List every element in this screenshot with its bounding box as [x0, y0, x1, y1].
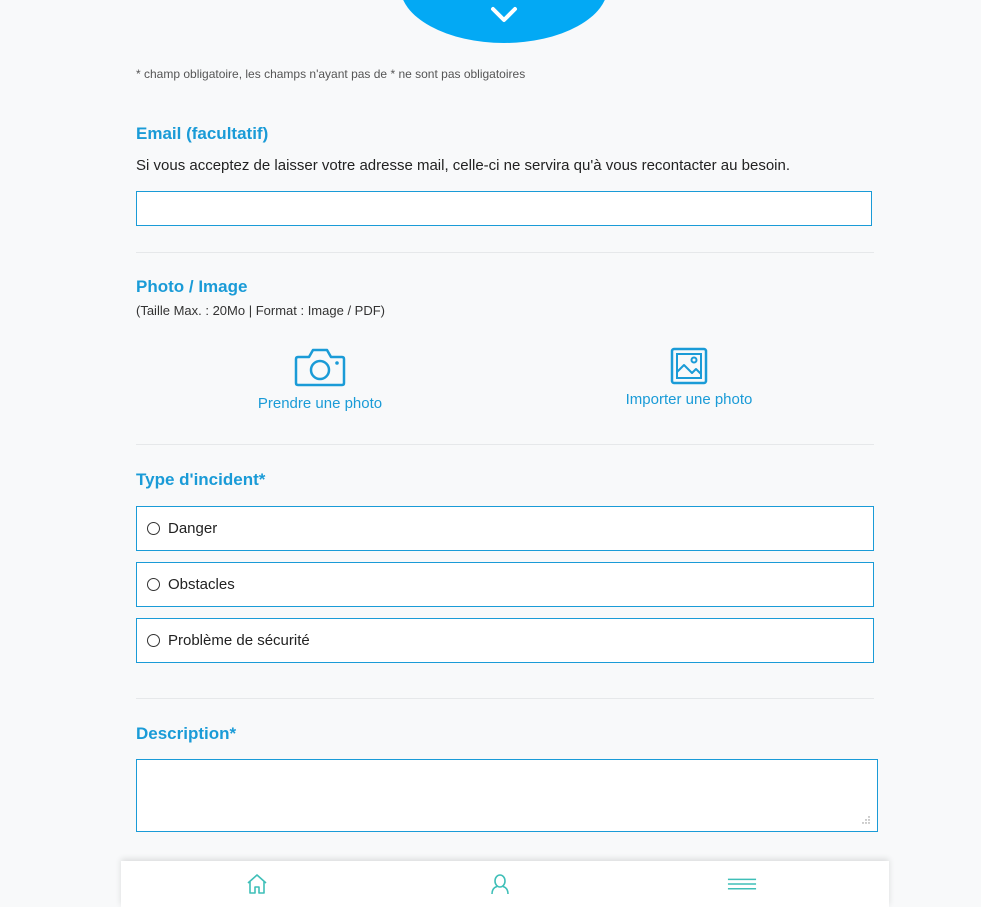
- radio-button[interactable]: [147, 578, 160, 591]
- radio-button[interactable]: [147, 634, 160, 647]
- take-photo-button[interactable]: [249, 347, 391, 412]
- email-help-text: Si vous acceptez de laisser votre adresse mail, celle-ci ne servira qu'à vous recontacter au besoin.: [136, 157, 791, 174]
- divider: [136, 444, 874, 445]
- camera-icon: [294, 347, 346, 387]
- description-label: Description*: [136, 724, 237, 743]
- radio-button[interactable]: [147, 522, 160, 535]
- radio-label: Danger: [168, 520, 218, 537]
- take-photo-label: Prendre une photo: [257, 395, 383, 412]
- import-photo-label: Importer une photo: [625, 391, 753, 408]
- divider: [136, 698, 874, 699]
- incident-type-label: Type d'incident*: [136, 470, 266, 489]
- bottom-navigation: [121, 861, 889, 907]
- image-icon: [670, 347, 708, 385]
- import-photo-button[interactable]: [614, 347, 764, 408]
- email-label: Email (facultatif): [136, 124, 269, 143]
- menu-icon: [727, 876, 757, 892]
- chevron-down-icon: [490, 6, 518, 24]
- photo-label: Photo / Image: [136, 277, 248, 296]
- radio-label: Problème de sécurité: [168, 632, 310, 649]
- nav-menu-button[interactable]: [727, 871, 757, 897]
- description-textarea[interactable]: [136, 759, 878, 832]
- home-icon: [245, 873, 269, 895]
- radio-option-danger[interactable]: [136, 506, 874, 551]
- radio-option-obstacles[interactable]: [136, 562, 874, 607]
- user-icon: [489, 873, 511, 895]
- required-fields-note: * champ obligatoire, les champs n'ayant pas de * ne sont pas obligatoires: [136, 67, 526, 81]
- nav-home-button[interactable]: [242, 871, 272, 897]
- divider: [136, 252, 874, 253]
- resize-grip-icon[interactable]: [862, 816, 870, 824]
- radio-option-security[interactable]: [136, 618, 874, 663]
- collapse-tab[interactable]: [400, 0, 608, 43]
- email-input[interactable]: [136, 191, 872, 226]
- nav-account-button[interactable]: [485, 871, 515, 897]
- photo-constraints: (Taille Max. : 20Mo | Format : Image / PDF): [136, 303, 385, 318]
- radio-label: Obstacles: [168, 576, 235, 593]
